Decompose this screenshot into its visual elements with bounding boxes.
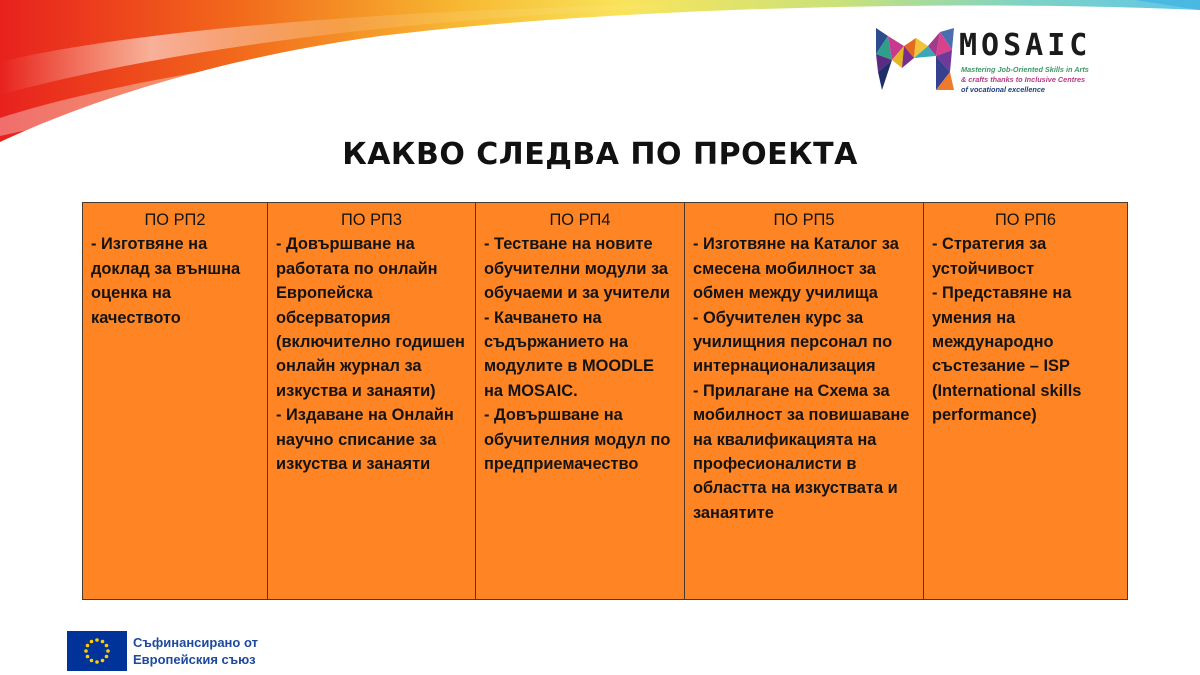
column-rp3 — [268, 203, 476, 600]
logo-tagline-line: of vocational excellence — [961, 85, 1045, 94]
list-item: - Прилагане на Схема за мобилност за повишаване на квалификацията на професионалисти в областта на изкуствата и занаятите — [693, 381, 910, 522]
column-header: ПО РП4 — [549, 211, 611, 229]
page-title: КАКВО СЛЕДВА ПО ПРОЕКТА — [342, 137, 858, 172]
eu-funding-line: Европейския съюз — [133, 652, 256, 667]
work-package-table — [82, 202, 1128, 600]
logo-tagline-line: & crafts thanks to Inclusive Centres — [961, 75, 1086, 84]
eu-funding-line: Съфинансирано от — [133, 635, 258, 650]
table-row — [83, 203, 1128, 600]
column-rp4 — [476, 203, 685, 600]
list-item: - Представяне на умения на международно състезание – ISP (International skills performance) — [932, 284, 1082, 425]
column-header: ПО РП2 — [144, 211, 206, 229]
column-rp5 — [685, 203, 924, 600]
column-rp2 — [83, 203, 268, 600]
list-item: - Изготвяне на доклад за външна оценка на качеството — [91, 235, 241, 327]
logo-tagline-line: Mastering Job-Oriented Skills in Arts — [961, 65, 1089, 74]
column-rp6 — [924, 203, 1128, 600]
logo-tagline — [961, 65, 1089, 95]
list-item: - Стратегия за устойчивост — [932, 235, 1047, 278]
list-item: - Довършване на работата по онлайн Европейска обсерватория (включително годишен онлайн журнал за изкуства и занаяти) — [276, 235, 465, 400]
eu-funding-text — [133, 634, 258, 668]
column-header: ПО РП5 — [773, 211, 835, 229]
list-item: - Издаване на Онлайн научно списание за изкуства и занаяти — [276, 406, 454, 474]
list-item: - Тестване на новите обучителни модули за обучаеми и за учители — [484, 235, 670, 303]
logo-name: MOSAIC — [959, 28, 1092, 63]
list-item: - Обучителен курс за училищния персонал по интернационализация — [693, 308, 893, 376]
mosaic-logo — [874, 24, 1174, 99]
list-item: - Довършване на обучителния модул по предприемачество — [484, 406, 671, 474]
eu-flag-icon — [67, 631, 127, 671]
list-item: - Изготвяне на Каталог за смесена мобилност за обмен между училища — [693, 235, 899, 303]
column-header: ПО РП3 — [341, 211, 402, 229]
column-header: ПО РП6 — [995, 211, 1056, 229]
mosaic-logo-icon — [874, 24, 956, 94]
list-item: - Качването на съдържанието на модулите в MOODLE на MOSAIC. — [484, 308, 654, 400]
